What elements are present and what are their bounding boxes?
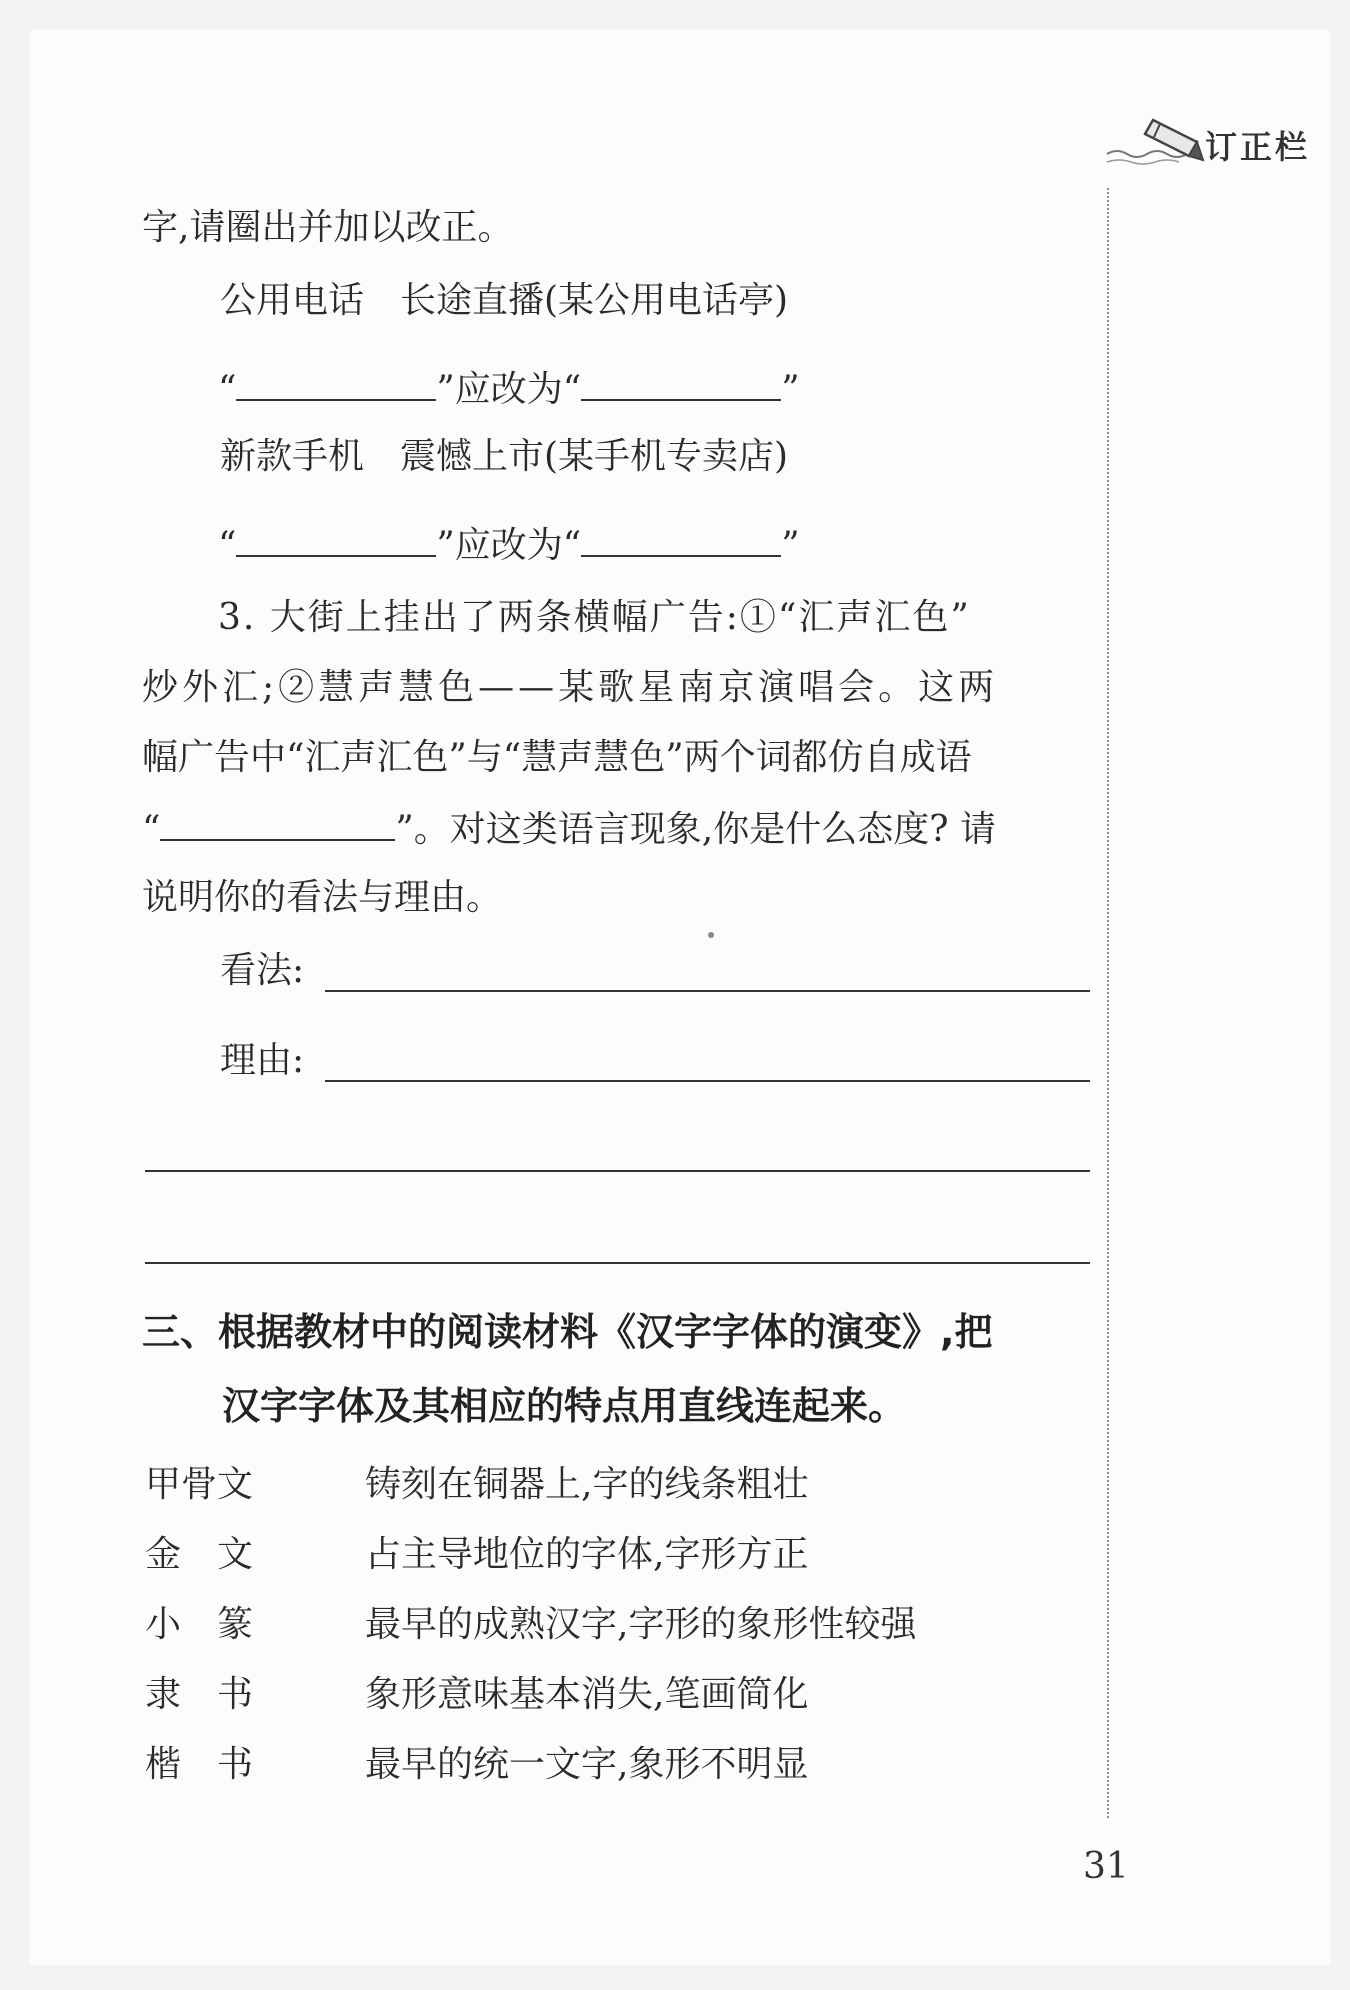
intro-line: 字,请圈出并加以改正。 <box>142 207 514 248</box>
script-feature[interactable]: 铸刻在铜器上,字的线条粗壮 <box>365 1464 809 1505</box>
correction-row-2: “ ”应改为“ ” <box>218 521 800 569</box>
print-speck <box>708 932 714 938</box>
script-name[interactable]: 隶 书 <box>145 1674 254 1715</box>
question-3-line-2: 炒外汇;②慧声慧色——某歌星南京演唱会。这两 <box>142 667 999 708</box>
section-3-heading-line-2: 汉字字体及其相应的特点用直线连起来。 <box>222 1384 907 1428</box>
page-number: 31 <box>1083 1846 1129 1887</box>
script-feature[interactable]: 最早的统一文字,象形不明显 <box>365 1744 809 1785</box>
correction-column-header <box>1105 112 1335 172</box>
opinion-label: 看法: <box>220 950 305 991</box>
sign-text-1: 公用电话 长途直播(某公用电话亭) <box>220 280 789 321</box>
question-3-line-1: 3. 大街上挂出了两条横幅广告:①“汇声汇色” <box>218 597 971 638</box>
script-feature[interactable]: 象形意味基本消失,笔画简化 <box>365 1674 809 1715</box>
script-name[interactable]: 金 文 <box>145 1534 254 1575</box>
script-name[interactable]: 小 篆 <box>145 1604 254 1645</box>
sign-text-2: 新款手机 震憾上市(某手机专卖店) <box>220 436 789 477</box>
correction-row-1: “ ”应改为“ ” <box>218 365 800 413</box>
correct-word-blank-1[interactable] <box>581 365 781 401</box>
margin-divider <box>1107 188 1109 1818</box>
reason-answer-line-1[interactable] <box>325 1080 1090 1082</box>
reason-label: 理由: <box>220 1040 305 1081</box>
reason-answer-line-3[interactable] <box>145 1262 1090 1264</box>
script-name[interactable]: 楷 书 <box>145 1744 254 1785</box>
section-3-heading-line-1: 三、根据教材中的阅读材料《汉字字体的演变》,把 <box>142 1310 993 1354</box>
wrong-word-blank-2[interactable] <box>236 521 436 557</box>
question-3-line-5: 说明你的看法与理由。 <box>142 877 503 918</box>
script-name[interactable]: 甲骨文 <box>145 1464 254 1505</box>
script-feature[interactable]: 占主导地位的字体,字形方正 <box>365 1534 809 1575</box>
question-3-line-3: 幅广告中“汇声汇色”与“慧声慧色”两个词都仿自成语 <box>142 737 972 778</box>
correction-column-label: 订正栏 <box>1205 128 1311 166</box>
pencil-icon <box>1105 112 1205 172</box>
question-3-line-4: “ ”。对这类语言现象,你是什么态度? 请 <box>142 805 996 853</box>
wrong-word-blank-1[interactable] <box>236 365 436 401</box>
correct-word-blank-2[interactable] <box>581 521 781 557</box>
idiom-answer-blank[interactable] <box>160 805 395 841</box>
script-feature[interactable]: 最早的成熟汉字,字形的象形性较强 <box>365 1604 917 1645</box>
opinion-answer-line[interactable] <box>325 990 1090 992</box>
reason-answer-line-2[interactable] <box>145 1170 1090 1172</box>
